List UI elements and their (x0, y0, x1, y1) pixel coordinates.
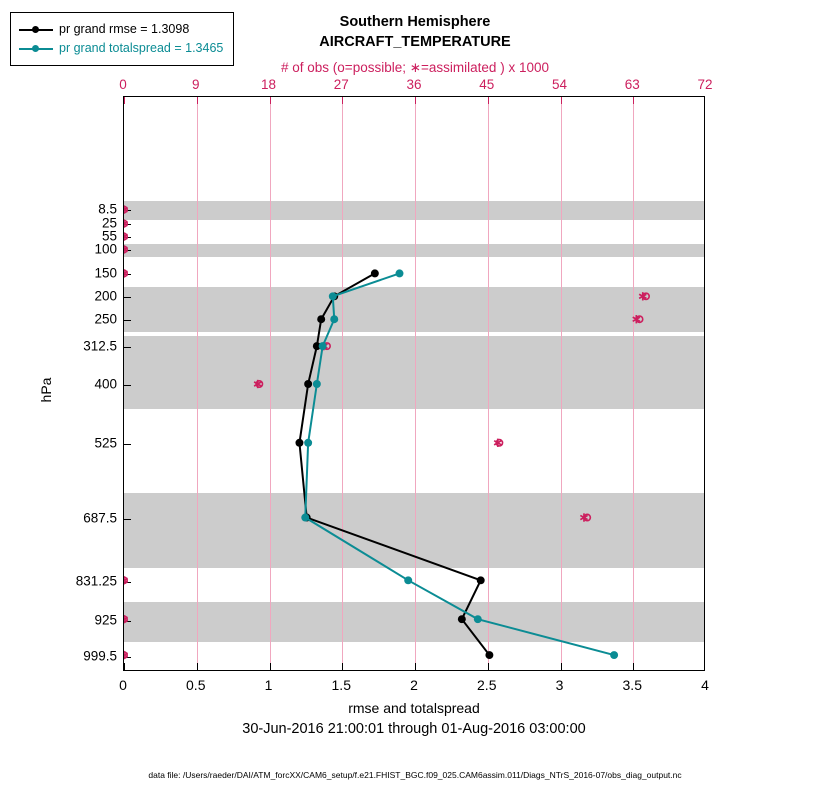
x-tick-label: 3.5 (622, 677, 642, 693)
series-marker (295, 439, 303, 447)
y-tick-label: 250 (94, 311, 117, 327)
x-tick-label: 3 (555, 677, 564, 693)
title-line-2: AIRCRAFT_TEMPERATURE (319, 34, 511, 50)
series-marker (485, 651, 493, 659)
x2-tick-label: 36 (406, 77, 422, 92)
y-tick-label: 8.5 (98, 201, 117, 217)
x2-tick-label: 18 (260, 77, 277, 92)
legend-label: pr grand totalspread = 1.3465 (59, 41, 224, 55)
series-marker (474, 615, 482, 623)
x2-tick-label: 54 (551, 77, 568, 92)
y-tick-label: 150 (94, 265, 117, 281)
series-layer (124, 97, 704, 670)
legend-swatch-totalspread (19, 43, 53, 55)
y-tick-label: 400 (94, 376, 117, 392)
series-marker (313, 380, 321, 388)
series-line-totalspread (305, 273, 614, 655)
y-tick-label: 925 (94, 612, 117, 628)
date-range-label: 30-Jun-2016 21:00:01 through 01-Aug-2016 03:00:00 (242, 721, 586, 737)
x-tick-label: 2 (410, 677, 418, 693)
legend-item-totalspread (19, 39, 223, 58)
series-marker (396, 269, 404, 277)
x2-tick-label: 63 (624, 77, 640, 92)
data-file-note: data file: /Users/raeder/DAI/ATM_forcXX/CAM6_setup/f.e21.FHIST_BGC.f09_025.CAM6assim.011/Diags_NTrS_2016-07/obs_diag_output.nc (148, 770, 682, 780)
obs-axis-title: # of obs (o=possible; ∗=assimilated ) x 1000 (281, 60, 549, 75)
series-marker (477, 576, 485, 584)
x2-tick-label: 27 (333, 77, 349, 92)
x-tick-label: 1.5 (331, 677, 351, 693)
series-marker (304, 380, 312, 388)
series-marker (329, 292, 337, 300)
x2-tick-label: 9 (191, 77, 200, 92)
legend-label: pr grand rmse = 1.3098 (59, 22, 190, 36)
x-tick-label: 2.5 (477, 677, 497, 693)
series-marker (330, 315, 338, 323)
y-axis-title: hPa (38, 377, 54, 403)
series-line-rmse (299, 273, 489, 655)
y-tick-label: 525 (94, 435, 117, 451)
series-marker (610, 651, 618, 659)
series-marker (404, 576, 412, 584)
y-tick-label: 312.5 (83, 338, 117, 354)
x2-tick-label: 72 (697, 77, 713, 92)
y-tick-label: 687.5 (83, 510, 117, 526)
x2-tick-label: 45 (479, 77, 495, 92)
x2-tick-label: 0 (119, 77, 127, 92)
series-marker (371, 269, 379, 277)
plot-area (123, 96, 705, 671)
series-marker (301, 514, 309, 522)
y-tick-label: 25 (101, 215, 117, 231)
x-tick-label: 0 (119, 677, 127, 693)
legend (10, 12, 234, 66)
y-tick-label: 55 (101, 228, 117, 244)
legend-swatch-rmse (19, 24, 53, 36)
x-axis-title: rmse and totalspread (348, 700, 480, 716)
series-marker (304, 439, 312, 447)
title-line-1: Southern Hemisphere (339, 14, 491, 30)
legend-item-rmse (19, 20, 223, 39)
y-tick-label: 200 (94, 288, 117, 304)
series-marker (458, 615, 466, 623)
y-tick-label: 831.25 (75, 573, 117, 589)
y-tick-label: 999.5 (83, 648, 117, 664)
x-tick-label: 4 (701, 677, 709, 693)
series-marker (319, 342, 327, 350)
series-marker (317, 315, 325, 323)
x-tick-label: 0.5 (186, 677, 206, 693)
x-tick-label: 1 (264, 677, 273, 693)
y-tick-label: 100 (94, 241, 117, 257)
